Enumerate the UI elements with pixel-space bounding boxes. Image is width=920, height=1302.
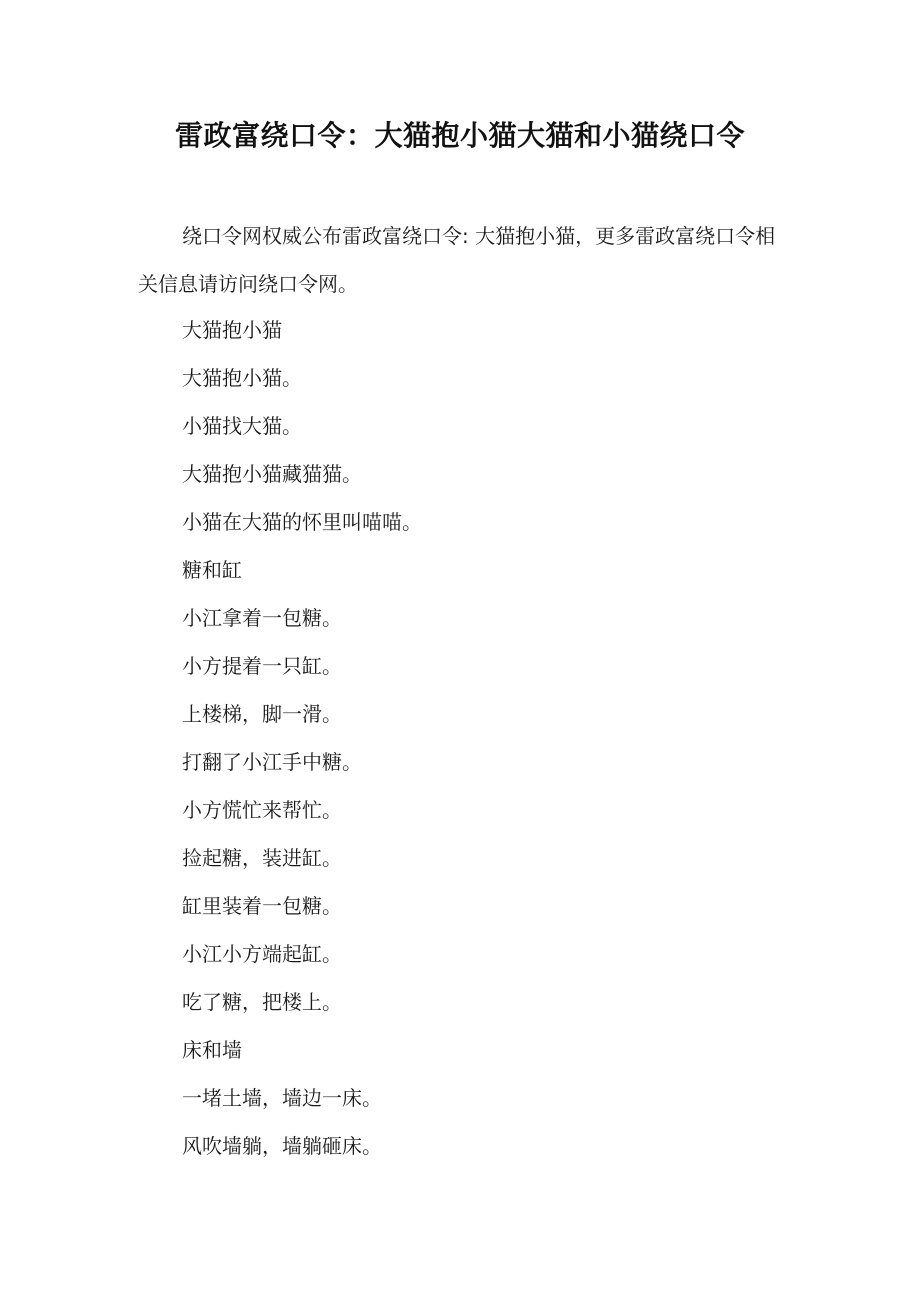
text-line: 捡起糖，装进缸。 [182, 846, 342, 870]
intro-paragraph: 绕口令网权威公布雷政富绕口令: 大猫抱小猫，更多雷政富绕口令相关信息请访问绕口令网。 [138, 224, 776, 296]
text-line: 小猫在大猫的怀里叫喵喵。 [182, 510, 422, 534]
poem-lines [182, 306, 422, 1170]
text-line: 小江小方端起缸。 [182, 942, 342, 966]
text-line: 吃了糖，把楼上。 [182, 990, 342, 1014]
document-title: 雷政富绕口令：大猫抱小猫大猫和小猫绕口令 [174, 119, 745, 152]
text-line: 打翻了小江手中糖。 [182, 750, 362, 774]
text-line: 大猫抱小猫藏猫猫。 [182, 462, 362, 486]
text-line: 床和墙 [182, 1038, 242, 1062]
text-line: 缸里装着一包糖。 [182, 894, 342, 918]
text-line: 大猫抱小猫。 [182, 366, 302, 390]
text-line: 大猫抱小猫 [182, 318, 282, 342]
text-line: 上楼梯，脚一滑。 [182, 702, 342, 726]
text-line: 风吹墙躺，墙躺砸床。 [182, 1134, 382, 1158]
text-line: 一堵土墙，墙边一床。 [182, 1086, 382, 1110]
text-line: 糖和缸 [182, 558, 242, 582]
text-line: 小江拿着一包糖。 [182, 606, 342, 630]
text-line: 小方慌忙来帮忙。 [182, 798, 342, 822]
text-line: 小方提着一只缸。 [182, 654, 342, 678]
text-line: 小猫找大猫。 [182, 414, 302, 438]
